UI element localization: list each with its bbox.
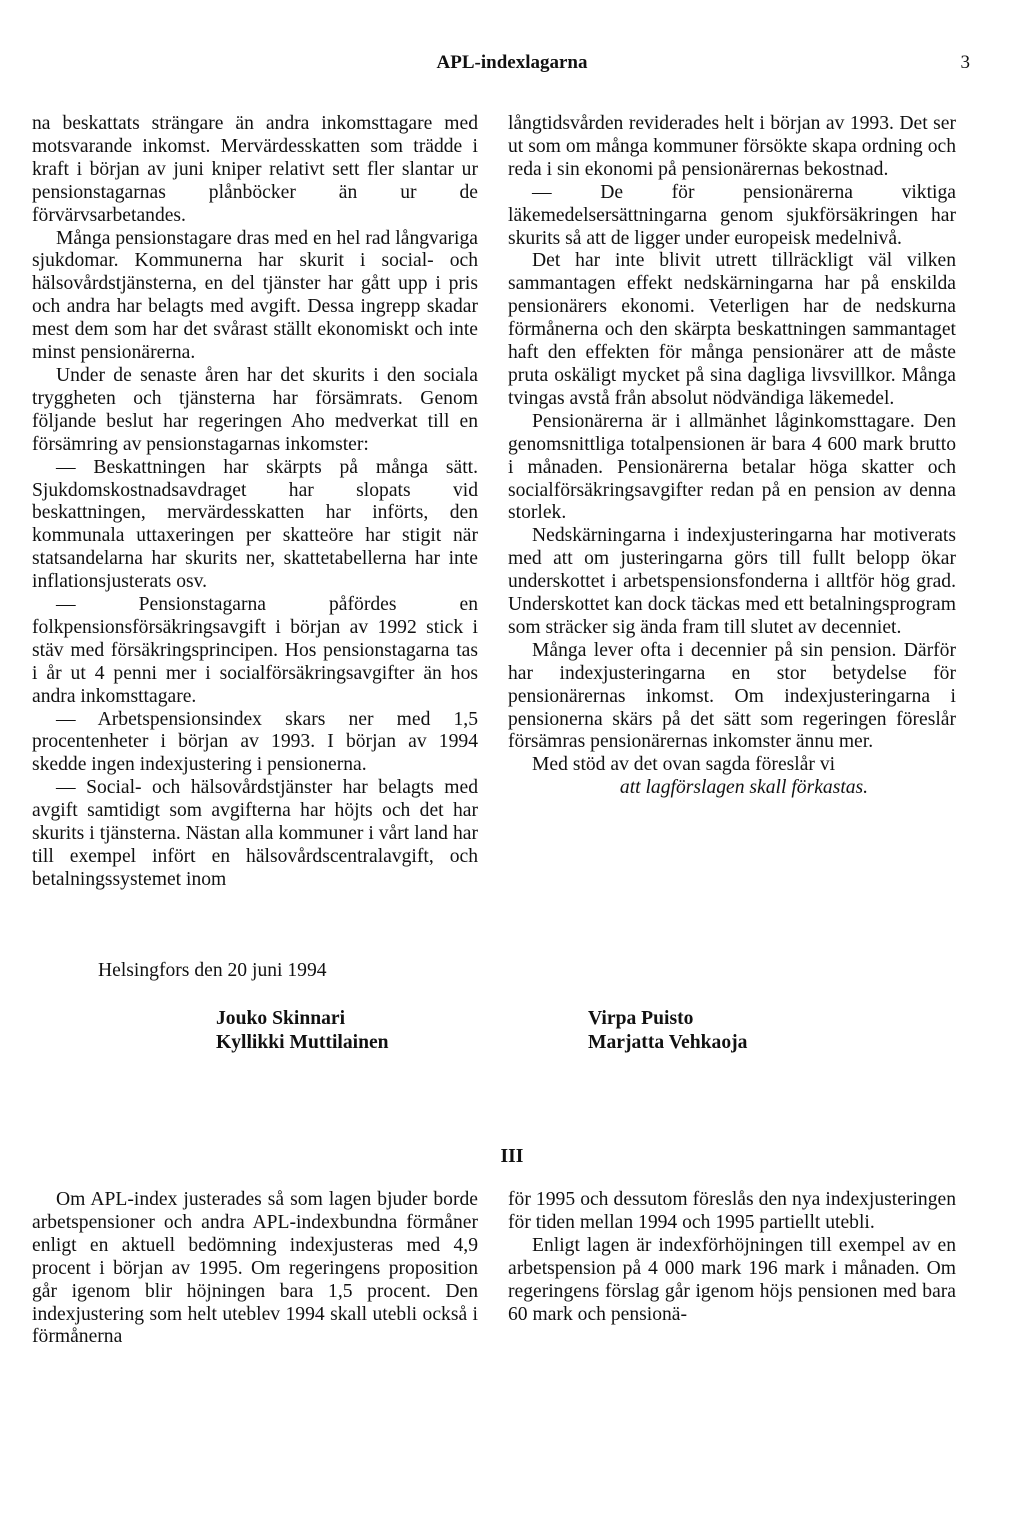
paragraph: — Beskattningen har skärpts på många sätt. Sjukdomskostnadsavdraget har slopats vid beskattningen, mervärdesskatten har införts, den kommunala uttaxeringen per skatteöre har stigit när statsandelarna har skurits ner, skattetabellerna har inte inflationsjusterats osv. bbox=[32, 456, 478, 593]
signer-name: Jouko Skinnari bbox=[216, 1008, 346, 1029]
paragraph: Många lever ofta i decennier på sin pension. Därför har indexjusteringarna en stor betydelse för pensionärernas inkomst. Om indexjusteringarna i pensionerna skärs på det sätt som regeringen föreslår försämras pensionärernas inkomster ännu mer. bbox=[508, 639, 956, 753]
paragraph: Om APL-index justerades så som lagen bjuder borde arbetspensioner och andra APL-indexbundna förmåner enligt en aktuell bedömning indexjusteras med 4,9 procent i början av 1995. Om regeringens proposition går igenom blir höjningen bara 1,5 procent. Den indexjustering som helt uteblev 1994 skall utebli också i förmånerna bbox=[32, 1189, 478, 1348]
running-header-title: APL-indexlagarna bbox=[436, 52, 588, 73]
signer-name: Marjatta Vehkaoja bbox=[588, 1032, 748, 1053]
paragraph: — Arbetspensionsindex skars ner med 1,5 procentenheter i början av 1993. I början av 1994 skedde ingen indexjustering i pensionerna. bbox=[32, 708, 478, 776]
proposal-statement: att lagförslagen skall förkastas. bbox=[619, 777, 869, 799]
paragraph: — Pensionstagarna påfördes en folkpensionsförsäkringsavgift i början av 1992 stick i stäv med försäkringsprincipen. Hos pensionstagarna tas i år ut 4 penni mer i socialförsäkringsavgifter än hos andra inkomsttagare. bbox=[32, 594, 478, 707]
top-left-column bbox=[32, 113, 478, 892]
signatures-right bbox=[588, 1007, 747, 1055]
signer-name: Kyllikki Muttilainen bbox=[216, 1032, 389, 1053]
paragraph: Under de senaste åren har det skurits i den sociala tryggheten och tjänsterna har försämrats. Genom följande beslut har regeringen Aho medverkat till en försämring av pensionstagarnas inkomster: bbox=[32, 364, 478, 455]
paragraph: — De för pensionärerna viktiga läkemedelsersättningarna genom sjukförsäkringen har skurits så att de ligger under europeisk medelnivå. bbox=[508, 181, 956, 249]
paragraph: na beskattats strängare än andra inkomsttagare med motsvarande inkomst. Mervärdesskatten som trädde i kraft i början av juni kniper relativt sett fler slantar ur pensionstagarnas plånböcker än ur de förvärvsarbetandes. bbox=[32, 113, 478, 226]
paragraph: långtidsvården reviderades helt i början av 1993. Det ser ut som om många kommuner försökte skapa ordning och reda i sin ekonomi på pensionärernas bekostnad. bbox=[508, 113, 956, 180]
paragraph: Det har inte blivit utrett tillräckligt väl vilken sammantagen effekt nedskärningarna har på enskilda pensionärers ekonomi. Veterligen har de nedskurna förmånerna och den skärpta beskattningen sammantaget haft den effekten för många pensionärer att de måste pruta oskäligt mycket på sina dagliga livsvillkor. Många tvingas avstå från absolut nödvändiga läkemedel. bbox=[508, 250, 956, 409]
paragraph: — Social- och hälsovårdstjänster har belagts med avgift samtidigt som avgifterna har höjts och det har skurits i tjänsterna. Nästan alla kommuner i vårt land har till exempel infört en hälsovårdscentralavgift, och betalningssystemet inom bbox=[32, 777, 478, 890]
signer-name: Virpa Puisto bbox=[588, 1008, 694, 1029]
section-heading: III bbox=[500, 1146, 524, 1167]
paragraph: Pensionärerna är i allmänhet låginkomsttagare. Den genomsnittliga totalpensionen är bara 4 600 mark brutto i månaden. Pensionärerna betalar höga skatter och socialförsäkringsavgifter redan på en pension av denna storlek. bbox=[508, 410, 956, 524]
paragraph: för 1995 och dessutom föreslås den nya indexjusteringen för tiden mellan 1994 och 1995 partiellt utebli. bbox=[508, 1189, 956, 1233]
paragraph: Nedskärningarna i indexjusteringarna har motiverats med att om justeringarna görs till fullt belopp ökar underskottet i arbetspensionsfonderna i alltför hög grad. Underskottet kan dock täckas med ett betalningsprogram som sträcker sig ända fram till slutet av decenniet. bbox=[508, 525, 956, 638]
paragraph: Med stöd av det ovan sagda föreslår vi bbox=[532, 754, 836, 776]
paragraph: Många pensionstagare dras med en hel rad långvariga sjukdomar. Kommunerna har skurit i social- och hälsovårdstjänsterna, en del tjänster har gått upp i pris och andra har belagts med avgift. Dessa ingrepp skadar mest dem som har det svårast ställt ekonomiskt och inte minst pensionärerna. bbox=[32, 227, 478, 364]
place-and-date: Helsingfors den 20 juni 1994 bbox=[98, 960, 327, 981]
section-iii-right-column bbox=[508, 1189, 956, 1326]
signatures-left bbox=[216, 1007, 389, 1055]
page-number: 3 bbox=[960, 52, 970, 73]
section-iii-left-column bbox=[32, 1189, 478, 1349]
paragraph: Enligt lagen är indexförhöjningen till exempel av en arbetspension på 4 000 mark 196 mark i månaden. Om regeringens förslag går igenom höjs pensionen med bara 60 mark och pensionä- bbox=[508, 1234, 956, 1325]
top-right-column bbox=[508, 113, 956, 800]
